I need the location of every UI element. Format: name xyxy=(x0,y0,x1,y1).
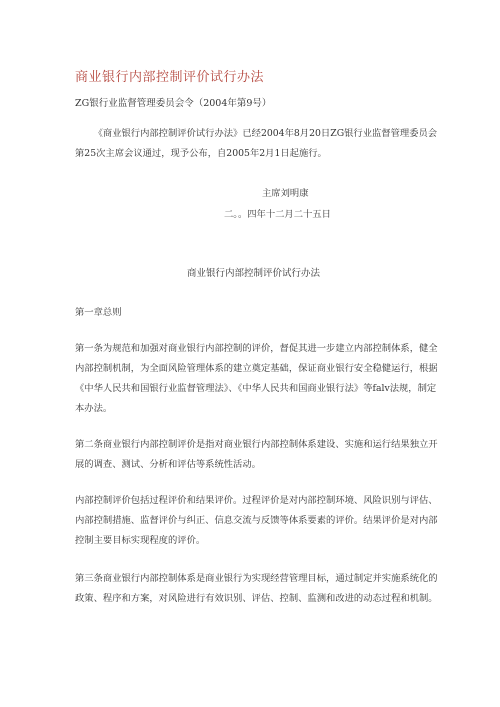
intro-paragraph: 《商业银行内部控制评价试行办法》已经2004年8月20日ZG银行业监督管理委员会第25次主席会议通过，现予公布，自2005年2月1日起施行。 xyxy=(75,128,438,159)
signature-date: 二。。四年十二月二十五日 xyxy=(224,209,331,220)
signature-name: 主席刘明康 xyxy=(262,188,309,199)
order-number: ZG银行业监督管理委员会令（2004年第9号） xyxy=(75,98,272,109)
article-2-detail: 内部控制评价包括过程评价和结果评价。过程评价是对内部控制环境、风险识别与评估、内部控制措施、监督评价与纠正、信息交流与反馈等体系要素的评价。结果评价是对内部控制主要目标实现程度的评价。 xyxy=(75,495,438,546)
document-title: 商业银行内部控制评价试行办法 xyxy=(75,70,265,85)
article-2: 第二条商业银行内部控制评价是指对商业银行内部控制体系建设、实施和运行结果独立开展的调查、测试、分析和评估等系统性活动。 xyxy=(75,439,438,470)
document-heading: 商业银行内部控制评价试行办法 xyxy=(187,268,321,279)
article-1: 第一条为规范和加强对商业银行内部控制的评价，督促其进一步建立内部控制体系，健全内部控制机制，为全面风险管理体系的建立奠定基础，保证商业银行安全稳健运行，根据《中华人民共和国银行业监督管理法》、《中华人民共和国商业银行法》等falv法规，制定本办法。 xyxy=(75,343,438,414)
article-3: 第三条商业银行内部控制体系是商业银行为实现经营管理目标，通过制定并实施系统化的政策、程序和方案，对风险进行有效识别、评估、控制、监测和改进的动态过程和机制。 xyxy=(75,573,438,604)
chapter-heading: 第一章总则 xyxy=(75,307,122,318)
